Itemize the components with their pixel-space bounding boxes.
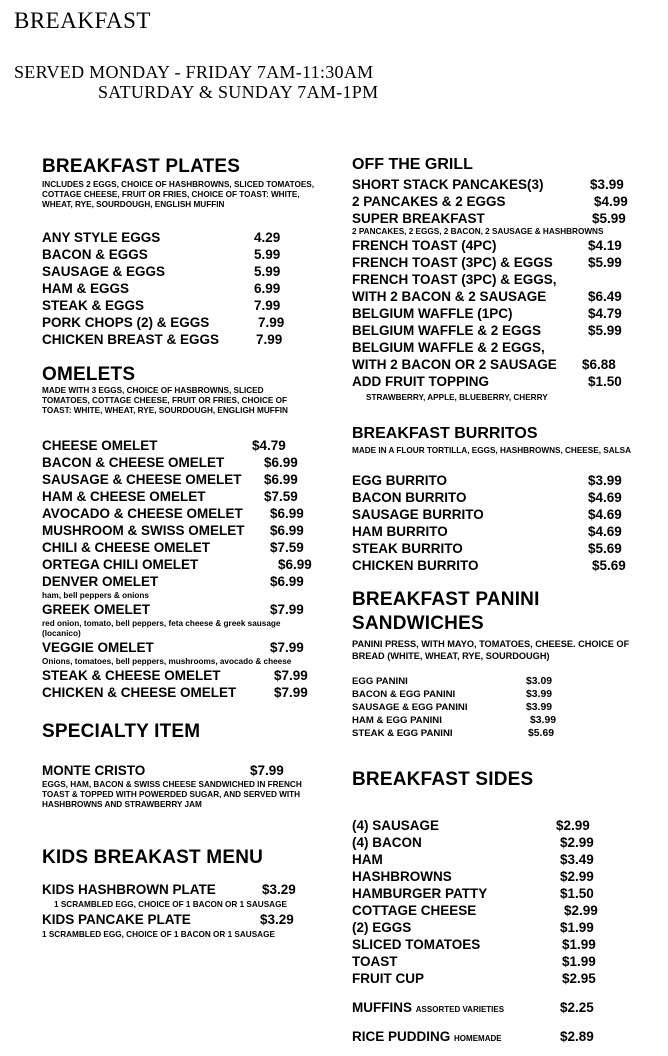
menu-item-name: PORK CHOPS (2) & EGGS <box>42 315 210 330</box>
menu-item-name: ANY STYLE EGGS <box>42 230 161 245</box>
section-desc: EGGS, HAM, BACON & SWISS CHEESE SANDWICHED IN FRENCH <box>42 780 302 789</box>
menu-item-price: $3.99 <box>590 177 624 192</box>
menu-item-name: STEAK BURRITO <box>352 541 463 556</box>
section-title-specialty: SPECIALTY ITEM <box>42 721 201 742</box>
menu-item-price: $6.99 <box>278 557 312 572</box>
menu-item-price: $2.95 <box>562 971 596 986</box>
section-title-grill: OFF THE GRILL <box>352 156 473 173</box>
menu-item-name: CHEESE OMELET <box>42 438 158 453</box>
menu-item-price: $2.99 <box>556 818 590 833</box>
menu-item-name: (4) BACON <box>352 835 422 850</box>
menu-item-price: $5.69 <box>528 728 555 739</box>
menu-item-name: HAM & EGGS <box>42 281 130 296</box>
section-title-omelets: OMELETS <box>42 364 136 385</box>
menu-item-price: $4.69 <box>588 490 622 505</box>
menu-item-name: RICE PUDDING <box>352 1029 451 1044</box>
menu-item-qualifier: ASSORTED VARIETIES <box>415 1005 505 1014</box>
section-title-panini-line2: SANDWICHES <box>352 613 484 634</box>
menu-item-price: $2.99 <box>560 869 594 884</box>
menu-item-name: CHICKEN & CHEESE OMELET <box>42 685 237 700</box>
menu-item-name: 2 PANCAKES & 2 EGGS <box>352 194 506 209</box>
hours-weekend: SATURDAY & SUNDAY 7AM-1PM <box>98 82 379 102</box>
menu-item-note: red onion, tomato, bell peppers, feta cheese & greek sausage <box>42 619 281 628</box>
menu-item-name: ORTEGA CHILI OMELET <box>42 557 199 572</box>
menu-item-name: DENVER OMELET <box>42 574 159 589</box>
menu-item-price: $6.88 <box>582 357 616 372</box>
menu-item-price: $3.49 <box>560 852 594 867</box>
menu-item-price: 6.99 <box>254 281 281 296</box>
menu-item-price: $4.69 <box>588 524 622 539</box>
menu-item-name: MONTE CRISTO <box>42 763 146 778</box>
section-title-panini: BREAKFAST PANINI <box>352 589 540 610</box>
menu-item-name: HAM & CHEESE OMELET <box>42 489 206 504</box>
menu-item-name: VEGGIE OMELET <box>42 640 154 655</box>
menu-item-price: $5.99 <box>592 211 626 226</box>
menu-item-price: 5.99 <box>254 247 281 262</box>
menu-item-price: $2.99 <box>560 835 594 850</box>
menu-item-note: STRAWBERRY, APPLE, BLUEBERRY, CHERRY <box>366 393 548 402</box>
menu-item-name: HASHBROWNS <box>352 869 452 884</box>
menu-item-price: 7.99 <box>254 298 281 313</box>
menu-item-name: SUPER BREAKFAST <box>352 211 485 226</box>
section-title-kids: KIDS BREAKAST MENU <box>42 847 264 868</box>
menu-item-name: COTTAGE CHEESE <box>352 903 477 918</box>
menu-item-price: $1.99 <box>562 954 596 969</box>
menu-item-price: $7.99 <box>270 602 304 617</box>
menu-item-muffins <box>352 1000 504 1018</box>
menu-item-name: MUFFINS <box>352 1000 412 1015</box>
menu-item-price: $3.99 <box>588 473 622 488</box>
menu-item-price: $3.99 <box>530 715 557 726</box>
menu-item-name: EGG BURRITO <box>352 473 448 488</box>
menu-item-note: ham, bell peppers & onions <box>42 591 149 600</box>
menu-item-price: $7.59 <box>264 489 298 504</box>
menu-item-name: HAM <box>352 852 383 867</box>
menu-item-price: $2.99 <box>564 903 598 918</box>
section-desc: TOMATOES, COTTAGE CHEESE, FRUIT OR FRIES, CHOICE OF <box>42 396 288 405</box>
menu-item-price: 7.99 <box>258 315 285 330</box>
menu-item-price: $6.99 <box>270 523 304 538</box>
menu-item-price: $7.99 <box>250 763 284 778</box>
menu-item-name: BELGIUM WAFFLE (1PC) <box>352 306 513 321</box>
menu-item-name: BACON & CHEESE OMELET <box>42 455 225 470</box>
hours-weekday: SERVED MONDAY - FRIDAY 7AM-11:30AM <box>14 62 374 82</box>
menu-item-note: 1 SCRAMBLED EGG, CHOICE OF 1 BACON OR 1 SAUSAGE <box>42 930 275 939</box>
section-desc: TOAST: WHITE, WHEAT, RYE, SOURDOUGH, ENGLIGH MUFFIN <box>42 406 288 415</box>
menu-item-price: $5.69 <box>588 541 622 556</box>
menu-item-price: $6.49 <box>588 289 622 304</box>
menu-item-price: $5.99 <box>588 255 622 270</box>
menu-item-name: SAUSAGE & EGGS <box>42 264 166 279</box>
menu-item-price: $4.79 <box>588 306 622 321</box>
menu-item-price: $4.19 <box>588 238 622 253</box>
section-desc: WHEAT, RYE, SOURDOUGH, ENGLISH MUFFIN <box>42 200 225 209</box>
menu-item-note: 1 SCRAMBLED EGG, CHOICE OF 1 BACON OR 1 SAUSAGE <box>54 900 287 909</box>
menu-item-name: STEAK & EGGS <box>42 298 145 313</box>
menu-item-note: (locanico) <box>42 629 81 638</box>
menu-item-name: BACON BURRITO <box>352 490 467 505</box>
section-title-sides: BREAKFAST SIDES <box>352 769 534 790</box>
menu-item-name: STEAK & CHEESE OMELET <box>42 668 221 683</box>
menu-item-name: CHICKEN BREAST & EGGS <box>42 332 220 347</box>
menu-item-price: $3.09 <box>526 676 553 687</box>
menu-item-name: FRENCH TOAST (4PC) <box>352 238 497 253</box>
menu-item-name: WITH 2 BACON OR 2 SAUSAGE <box>352 357 557 372</box>
menu-item-name: AVOCADO & CHEESE OMELET <box>42 506 243 521</box>
menu-item-price: $1.99 <box>560 920 594 935</box>
menu-item-price: 4.29 <box>254 230 281 245</box>
menu-item-price: $5.99 <box>588 323 622 338</box>
menu-item-name: MUSHROOM & SWISS OMELET <box>42 523 245 538</box>
menu-item-name: SAUSAGE & EGG PANINI <box>352 702 468 713</box>
menu-item-price: $6.99 <box>264 455 298 470</box>
section-desc: HASHBROWNS AND STRAWBERRY JAM <box>42 800 202 809</box>
section-desc: BREAD (WHITE, WHEAT, RYE, SOURDOUGH) <box>352 651 550 661</box>
menu-item-price: $1.99 <box>562 937 596 952</box>
page-title: BREAKFAST <box>14 8 151 33</box>
menu-item-name: SAUSAGE & CHEESE OMELET <box>42 472 242 487</box>
menu-item-name: (4) SAUSAGE <box>352 818 440 833</box>
section-desc: COTTAGE CHEESE, FRUIT OR FRIES, CHOICE OF TOAST: WHITE, <box>42 190 300 199</box>
menu-item-name: SHORT STACK PANCAKES(3) <box>352 177 544 192</box>
menu-item-name: KIDS PANCAKE PLATE <box>42 912 191 927</box>
menu-item-name: KIDS HASHBROWN PLATE <box>42 882 216 897</box>
menu-item-name: WITH 2 BACON & 2 SAUSAGE <box>352 289 547 304</box>
menu-item-name: FRUIT CUP <box>352 971 424 986</box>
section-title-burritos: BREAKFAST BURRITOS <box>352 425 538 442</box>
menu-item-price: $6.99 <box>264 472 298 487</box>
section-desc: MADE WITH 3 EGGS, CHOICE OF HASBROWNS, SLICED <box>42 386 264 395</box>
menu-item-name: TOAST <box>352 954 398 969</box>
menu-item-price: $4.79 <box>252 438 286 453</box>
menu-item-price: $4.99 <box>594 194 628 209</box>
menu-item-price: $1.50 <box>588 374 622 389</box>
menu-item-name: GREEK OMELET <box>42 602 151 617</box>
menu-item-price: $7.99 <box>274 668 308 683</box>
menu-item-name: HAMBURGER PATTY <box>352 886 488 901</box>
menu-item-price: $2.25 <box>560 1000 594 1015</box>
menu-item-name: BELGIUM WAFFLE & 2 EGGS <box>352 323 542 338</box>
menu-item-name: EGG PANINI <box>352 676 408 687</box>
menu-item-price: $3.99 <box>526 689 553 700</box>
menu-item-name: STEAK & EGG PANINI <box>352 728 453 739</box>
menu-item-note: Onions, tomatoes, bell peppers, mushrooms, avocado & cheese <box>42 657 292 666</box>
menu-item-price: $7.99 <box>270 640 304 655</box>
menu-item-price: $6.99 <box>270 506 304 521</box>
menu-item-name: HAM & EGG PANINI <box>352 715 442 726</box>
menu-item-price: $1.50 <box>560 886 594 901</box>
menu-item-price: $5.69 <box>592 558 626 573</box>
menu-item-name: FRENCH TOAST (3PC) & EGGS <box>352 255 553 270</box>
section-desc: MADE IN A FLOUR TORTILLA, EGGS, HASHBROWNS, CHEESE, SALSA <box>352 446 631 455</box>
section-desc: PANINI PRESS, WITH MAYO, TOMATOES, CHEESE. CHOICE OF <box>352 639 630 649</box>
menu-item-pudding <box>352 1029 502 1047</box>
menu-item-price: $3.29 <box>262 882 296 897</box>
menu-item-price: $6.99 <box>270 574 304 589</box>
menu-item-name: CHILI & CHEESE OMELET <box>42 540 211 555</box>
section-desc: TOAST & TOPPED WITH POWERDED SUGAR, AND SERVED WITH <box>42 790 301 799</box>
menu-item-note: 2 PANCAKES, 2 EGGS, 2 BACON, 2 SAUSAGE & HASHBROWNS <box>352 227 604 236</box>
section-desc: INCLUDES 2 EGGS, CHOICE OF HASHBROWNS, SLICED TOMATOES, <box>42 180 315 189</box>
menu-item-name: SAUSAGE BURRITO <box>352 507 484 522</box>
menu-item-price: $7.99 <box>274 685 308 700</box>
menu-item-qualifier: HOMEMADE <box>454 1034 502 1043</box>
menu-item-name: CHICKEN BURRITO <box>352 558 479 573</box>
menu-item-name: BACON & EGG PANINI <box>352 689 456 700</box>
menu-item-name: SLICED TOMATOES <box>352 937 481 952</box>
menu-item-price: 5.99 <box>254 264 281 279</box>
section-title-breakfast-plates: BREAKFAST PLATES <box>42 156 241 177</box>
menu-item-name: HAM BURRITO <box>352 524 448 539</box>
menu-item-price: $2.89 <box>560 1029 594 1044</box>
menu-item-price: $3.99 <box>526 702 553 713</box>
menu-item-price: $7.59 <box>270 540 304 555</box>
menu-item-price: $4.69 <box>588 507 622 522</box>
menu-item-name: FRENCH TOAST (3PC) & EGGS, <box>352 272 557 287</box>
menu-item-name: ADD FRUIT TOPPING <box>352 374 490 389</box>
menu-item-price: 7.99 <box>256 332 283 347</box>
menu-item-price: $3.29 <box>260 912 294 927</box>
menu-item-name: (2) EGGS <box>352 920 412 935</box>
menu-item-name: BELGIUM WAFFLE & 2 EGGS, <box>352 340 545 355</box>
menu-item-name: BACON & EGGS <box>42 247 148 262</box>
